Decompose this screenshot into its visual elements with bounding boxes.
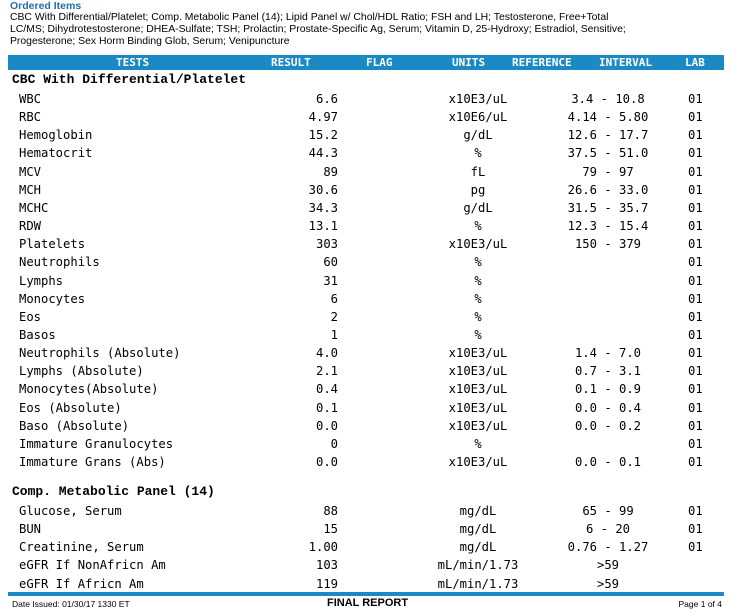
units: % — [474, 327, 482, 342]
units: % — [474, 146, 482, 161]
units: x10E3/uL — [448, 382, 508, 397]
table-row — [0, 110, 732, 128]
lab-code: 01 — [688, 255, 703, 270]
units: % — [474, 219, 482, 234]
test-name: Neutrophils (Absolute) — [19, 346, 181, 361]
ordered-items — [10, 0, 726, 49]
test-name: Hemoglobin — [19, 128, 93, 143]
header-interval: INTERVAL — [599, 56, 652, 69]
result-value: 6.6 — [315, 92, 338, 106]
table-row — [0, 346, 732, 364]
section-title: CBC With Differential/Platelet — [12, 72, 247, 87]
lab-code: 01 — [688, 522, 703, 537]
units: % — [474, 255, 482, 270]
units: % — [474, 291, 482, 306]
units: x10E3/uL — [448, 418, 508, 433]
table-row — [0, 437, 732, 455]
lab-code: 01 — [688, 164, 703, 179]
test-name: eGFR If Africn Am — [19, 576, 144, 591]
reference-interval: >59 — [596, 558, 619, 573]
units: x10E3/uL — [448, 346, 508, 361]
units: x10E3/uL — [448, 364, 508, 379]
table-row — [0, 92, 732, 110]
lab-code: 01 — [688, 110, 703, 125]
test-name: MCH — [19, 182, 42, 197]
test-name: Baso (Absolute) — [19, 418, 130, 433]
header-lab: LAB — [685, 56, 705, 69]
header-units: UNITS — [452, 56, 486, 69]
result-value: 103 — [315, 558, 338, 573]
units: g/dL — [463, 128, 493, 143]
lab-code: 01 — [688, 327, 703, 342]
units: mg/dL — [459, 504, 497, 518]
table-row — [0, 401, 732, 419]
test-name: RBC — [19, 110, 42, 125]
test-name: MCV — [19, 164, 42, 179]
lab-code: 01 — [688, 237, 703, 252]
result-value: 44.3 — [308, 146, 338, 161]
units: mg/dL — [459, 540, 497, 555]
units: x10E3/uL — [448, 237, 508, 252]
section-title: Comp. Metabolic Panel (14) — [12, 484, 215, 499]
test-name: RDW — [19, 219, 42, 234]
table-row — [0, 364, 732, 382]
result-value: 89 — [323, 164, 338, 179]
lab-code: 01 — [688, 364, 703, 379]
table-row — [0, 219, 732, 237]
table-row — [0, 255, 732, 273]
reference-interval: 0.0 - 0.2 — [574, 418, 642, 433]
date-issued: Date Issued: 01/30/17 1330 ET — [12, 599, 130, 609]
result-value: 0.0 — [315, 418, 338, 433]
result-value: 34.3 — [308, 200, 338, 215]
lab-code: 01 — [688, 92, 703, 106]
table-row — [0, 128, 732, 146]
result-value: 4.0 — [315, 346, 338, 361]
test-name: Immature Granulocytes — [19, 436, 174, 451]
table-row — [0, 504, 732, 522]
test-name: Monocytes — [19, 291, 86, 306]
ordered-items-line: Progesterone; Sex Horm Binding Glob, Serum; Venipuncture — [10, 36, 290, 48]
result-value: 6 — [330, 291, 338, 306]
units: % — [474, 273, 482, 288]
reference-interval: 0.0 - 0.1 — [574, 455, 642, 469]
units: fL — [470, 164, 486, 179]
result-value: 0 — [330, 436, 338, 451]
table-row — [0, 274, 732, 292]
result-value: 2 — [330, 309, 338, 324]
result-value: 15.2 — [308, 128, 338, 143]
lab-code: 01 — [688, 400, 703, 415]
test-name: BUN — [19, 522, 42, 537]
reference-interval: 37.5 - 51.0 — [567, 146, 649, 161]
reference-interval: 0.76 - 1.27 — [567, 540, 649, 555]
result-value: 303 — [315, 237, 338, 252]
table-row — [0, 455, 732, 473]
test-name: Hematocrit — [19, 146, 93, 161]
units: g/dL — [463, 200, 493, 215]
units: x10E3/uL — [448, 455, 508, 469]
result-value: 60 — [323, 255, 338, 270]
lab-code: 01 — [688, 146, 703, 161]
table-row — [0, 165, 732, 183]
reference-interval: 4.14 - 5.80 — [567, 110, 649, 125]
lab-code: 01 — [688, 200, 703, 215]
result-value: 119 — [315, 576, 338, 591]
result-value: 30.6 — [308, 182, 338, 197]
header-result: RESULT — [271, 56, 311, 69]
units: x10E3/uL — [448, 92, 508, 106]
lab-code: 01 — [688, 436, 703, 451]
reference-interval: 0.0 - 0.4 — [574, 400, 642, 415]
reference-interval: 6 - 20 — [585, 522, 631, 537]
reference-interval: 3.4 - 10.8 — [571, 92, 645, 106]
test-name: Eos (Absolute) — [19, 400, 122, 415]
test-name: Glucose, Serum — [19, 504, 122, 518]
reference-interval: 0.7 - 3.1 — [574, 364, 642, 379]
units: pg — [470, 182, 486, 197]
result-value: 88 — [323, 504, 338, 518]
table-row — [0, 328, 732, 346]
lab-code: 01 — [688, 540, 703, 555]
lab-code: 01 — [688, 309, 703, 324]
test-name: MCHC — [19, 200, 49, 215]
units: x10E3/uL — [448, 400, 508, 415]
lab-code: 01 — [688, 504, 703, 518]
table-row — [0, 237, 732, 255]
reference-interval: 0.1 - 0.9 — [574, 382, 642, 397]
units: mL/min/1.73 — [437, 558, 519, 573]
reference-interval: 79 - 97 — [582, 164, 634, 179]
page-number: Page 1 of 4 — [678, 599, 722, 609]
test-name: Lymphs (Absolute) — [19, 364, 144, 379]
test-name: Creatinine, Serum — [19, 540, 144, 555]
table-row — [0, 522, 732, 540]
table-row — [0, 183, 732, 201]
test-name: Immature Grans (Abs) — [19, 455, 166, 469]
result-value: 2.1 — [315, 364, 338, 379]
result-value: 13.1 — [308, 219, 338, 234]
units: x10E6/uL — [448, 110, 508, 125]
result-value: 1.00 — [308, 540, 338, 555]
reference-interval: 26.6 - 33.0 — [567, 182, 649, 197]
table-row — [0, 419, 732, 437]
units: mL/min/1.73 — [437, 576, 519, 591]
table-row — [0, 310, 732, 328]
results-table-header — [8, 55, 724, 70]
result-value: 0.4 — [315, 382, 338, 397]
table-row — [0, 558, 732, 576]
test-name: Basos — [19, 327, 56, 342]
header-flag: FLAG — [366, 56, 393, 69]
ordered-items-title: Ordered Items — [10, 0, 82, 12]
units: % — [474, 309, 482, 324]
reference-interval: >59 — [596, 576, 619, 591]
reference-interval: 31.5 - 35.7 — [567, 200, 649, 215]
result-value: 15 — [323, 522, 338, 537]
result-value: 31 — [323, 273, 338, 288]
result-value: 4.97 — [308, 110, 338, 125]
reference-interval: 65 - 99 — [582, 504, 634, 518]
lab-code: 01 — [688, 382, 703, 397]
lab-code: 01 — [688, 418, 703, 433]
reference-interval: 1.4 - 7.0 — [574, 346, 642, 361]
reference-interval: 12.3 - 15.4 — [567, 219, 649, 234]
footer-divider — [8, 592, 724, 596]
header-tests: TESTS — [116, 56, 150, 69]
table-row — [0, 146, 732, 164]
report-status: FINAL REPORT — [327, 597, 409, 609]
test-name: Eos — [19, 309, 42, 324]
units: % — [474, 436, 482, 451]
ordered-items-line: LC/MS; Dihydrotestosterone; DHEA-Sulfate; TSH; Prolactin; Prostate-Specific Ag, Serum; Vitamin D, 25-Hydroxy; Estradiol, Sensitive; — [10, 24, 626, 36]
reference-interval: 12.6 - 17.7 — [567, 128, 649, 143]
result-value: 1 — [330, 327, 338, 342]
lab-code: 01 — [688, 182, 703, 197]
result-value: 0.0 — [315, 455, 338, 469]
test-name: Neutrophils — [19, 255, 100, 270]
lab-code: 01 — [688, 219, 703, 234]
ordered-items-line: CBC With Differential/Platelet; Comp. Metabolic Panel (14); Lipid Panel w/ Chol/HDL Ratio; FSH and LH; Testosterone, Free+Total — [10, 12, 609, 23]
header-reference: REFERENCE — [512, 56, 572, 69]
test-name: Platelets — [19, 237, 86, 252]
reference-interval: 150 - 379 — [574, 237, 642, 252]
lab-code: 01 — [688, 273, 703, 288]
lab-code: 01 — [688, 346, 703, 361]
test-name: Lymphs — [19, 273, 64, 288]
table-row — [0, 201, 732, 219]
test-name: Monocytes(Absolute) — [19, 382, 159, 397]
test-name: eGFR If NonAfricn Am — [19, 558, 166, 573]
test-name: WBC — [19, 92, 42, 106]
table-row — [0, 540, 732, 558]
table-row — [0, 292, 732, 310]
units: mg/dL — [459, 522, 497, 537]
lab-code: 01 — [688, 455, 703, 469]
lab-code: 01 — [688, 128, 703, 143]
table-row — [0, 382, 732, 400]
result-value: 0.1 — [315, 400, 338, 415]
lab-code: 01 — [688, 291, 703, 306]
